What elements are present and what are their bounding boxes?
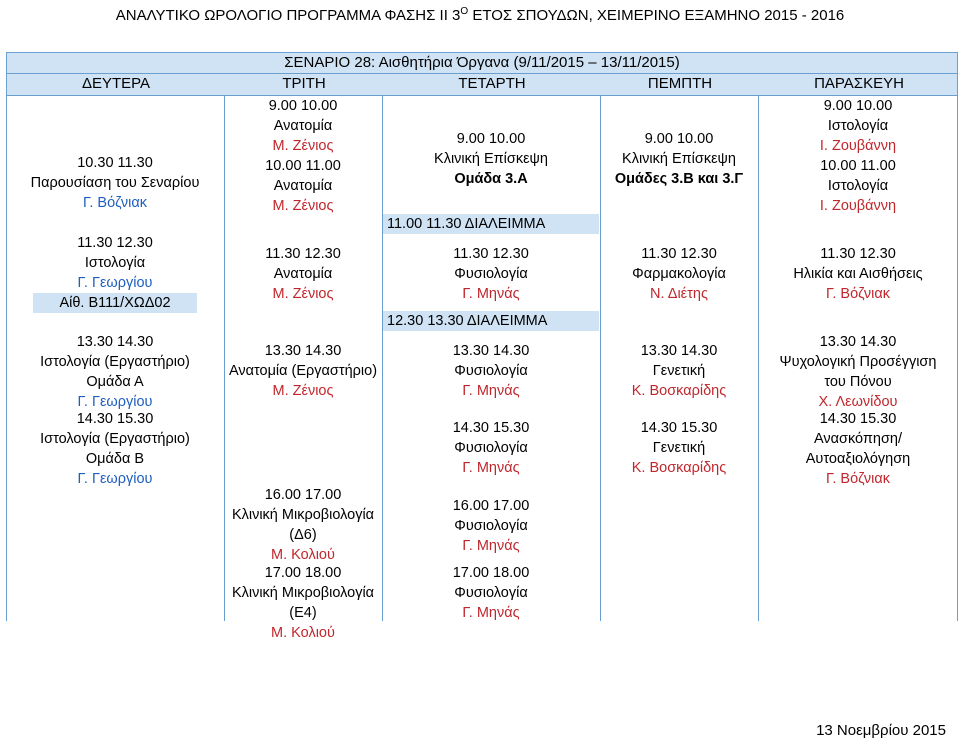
document-title: ΑΝΑΛΥΤΙΚΟ ΩΡΟΛΟΓΙΟ ΠΡΟΓΡΑΜΜΑ ΦΑΣΗΣ ΙΙ $3^O$ ΕΤΟΣ ΣΠΟΥΔΩΝ, ΧΕΙΜΕΡΙΝΟ ΕΞΑΜΗΝΟ 2015 - 2016	[115, 6, 845, 24]
wednesday-block-3: 13.30 14.30 Φυσιολογία Γ. Μηνάς	[452, 343, 530, 399]
tuesday-block-5: 16.00 17.00 Κλινική Μικροβιολογία (Δ6) Μ. Κολιού	[231, 487, 375, 563]
break-2: 12.30 13.30 ΔΙΑΛΕΙΜΜΑ	[383, 311, 599, 331]
friday-block-4: 13.30 14.30 Ψυχολογική Προσέγγιση του Πόνου Χ. Λεωνίδου	[779, 334, 937, 410]
day-thursday: ΠΕΜΠΤΗ	[647, 75, 713, 92]
thursday-block-2: 11.30 12.30 Φαρμακολογία Ν. Διέτης	[632, 246, 726, 302]
tuesday-block-1: 9.00 10.00 Ανατομία Μ. Ζένιος	[268, 98, 338, 154]
day-friday: ΠΑΡΑΣΚΕΥΗ	[814, 75, 904, 92]
monday-block-4: 14.30 15.30 Ιστολογία (Εργαστήριο) Ομάδα Β Γ. Γεωργίου	[40, 411, 190, 487]
wednesday-block-4: 14.30 15.30 Φυσιολογία Γ. Μηνάς	[452, 420, 530, 476]
friday-block-3: 11.30 12.30 Ηλικία και Αισθήσεις Γ. Βόζνιακ	[793, 246, 923, 302]
thursday-block-1: 9.00 10.00 Κλινική Επίσκεψη Ομάδες 3.Β και 3.Γ	[614, 131, 744, 187]
schedule-grid	[6, 96, 958, 641]
friday-block-2: 10.00 11.00 Ιστολογία Ι. Ζουβάννη	[819, 158, 897, 214]
day-wednesday: ΤΕΤΑΡΤΗ	[458, 75, 526, 92]
monday-block-1: 10.30 11.30 Παρουσίαση του Σεναρίου Γ. Βόζνιακ	[30, 155, 200, 211]
thursday-block-4: 14.30 15.30 Γενετική Κ. Βοσκαρίδης	[631, 420, 727, 476]
day-tuesday: ΤΡΙΤΗ	[282, 75, 326, 92]
day-monday: ΔΕΥΤΕΡΑ	[81, 75, 151, 92]
monday-block-2: 11.30 12.30 Ιστολογία Γ. Γεωργίου Αίθ. Β111/ΧΩΔ02	[6, 233, 224, 313]
wednesday-block-1: 9.00 10.00 Κλινική Επίσκεψη Ομάδα 3.Α	[434, 131, 548, 187]
tuesday-block-2: 10.00 11.00 Ανατομία Μ. Ζένιος	[265, 158, 341, 214]
thursday-block-3: 13.30 14.30 Γενετική Κ. Βοσκαρίδης	[631, 343, 727, 399]
tuesday-block-4: 13.30 14.30 Ανατομία (Εργαστήριο) Μ. Ζένιος	[228, 343, 378, 399]
footer-date: 13 Νοεμβρίου 2015	[816, 722, 946, 739]
day-header-row	[6, 74, 958, 96]
scenario-title: ΣΕΝΑΡΙΟ 28: Αισθητήρια Όργανα (9/11/2015 – 13/11/2015)	[6, 52, 958, 74]
break-1: 11.00 11.30 ΔΙΑΛΕΙΜΜΑ	[383, 214, 599, 234]
friday-block-1: 9.00 10.00 Ιστολογία Ι. Ζουβάννη	[819, 98, 897, 154]
friday-block-5: 14.30 15.30 Ανασκόπηση/ Αυτοαξιολόγηση Γ. Βόζνιακ	[805, 411, 911, 487]
tuesday-block-3: 11.30 12.30 Ανατομία Μ. Ζένιος	[265, 246, 341, 302]
wednesday-block-6: 17.00 18.00 Φυσιολογία Γ. Μηνάς	[452, 565, 530, 621]
wednesday-block-5: 16.00 17.00 Φυσιολογία Γ. Μηνάς	[452, 498, 530, 554]
room-label: Αίθ. Β111/ΧΩΔ02	[33, 293, 197, 313]
tuesday-block-6: 17.00 18.00 Κλινική Μικροβιολογία (Ε4) Μ. Κολιού	[231, 565, 375, 641]
wednesday-block-2: 11.30 12.30 Φυσιολογία Γ. Μηνάς	[453, 246, 529, 302]
monday-block-3: 13.30 14.30 Ιστολογία (Εργαστήριο) Ομάδα Α Γ. Γεωργίου	[40, 334, 190, 410]
